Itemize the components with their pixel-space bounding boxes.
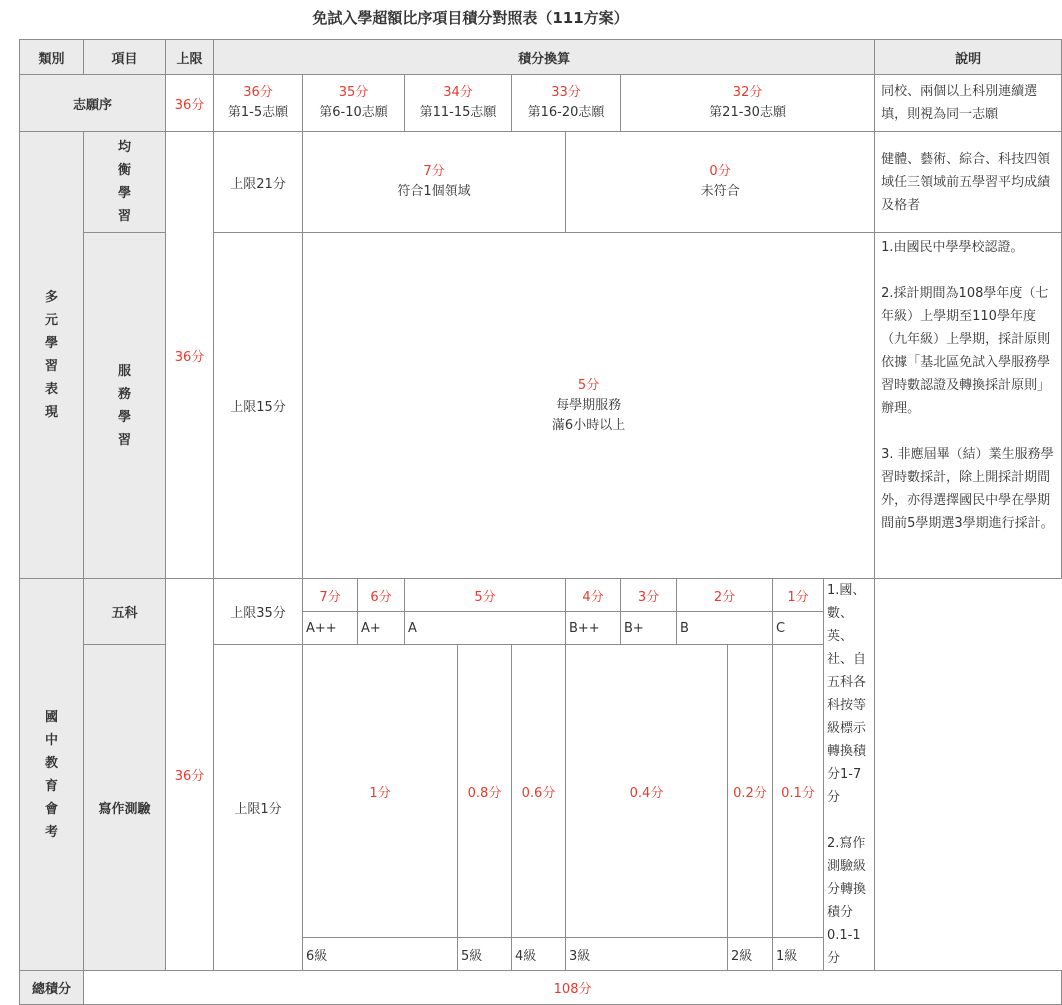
service-points: 5分: [577, 377, 600, 393]
service-label-2: 滿6小時以上: [551, 417, 626, 433]
subject-grade: B+: [621, 612, 677, 645]
service-item: 服務學習: [84, 233, 166, 579]
writing-level: 4級: [512, 938, 566, 971]
balance-row: [20, 132, 1062, 233]
writing-level: 3級: [566, 938, 728, 971]
balance-item: 均衡學習: [84, 132, 166, 233]
balance-option: [566, 132, 875, 233]
subject-points: 7分: [303, 579, 358, 612]
volunteer-range: 第1-5志願: [227, 105, 289, 120]
subject-points: 5分: [405, 579, 566, 612]
page-title: 免試入學超額比序項目積分對照表（111方案）: [312, 9, 629, 27]
service-desc-2: 2.採計期間為108學年度（七年級）上學期至110學年度（九年級）上學期，採計原則 依據「基北區免試入學服務學習時數認證及轉換採計原則」辦理。: [881, 286, 1055, 416]
writing-points: 0.6分: [512, 645, 566, 938]
writing-points: 0.1分: [773, 645, 824, 938]
volunteer-range: 第11-15志願: [419, 105, 497, 120]
score-table: [19, 39, 1062, 1005]
total-row: [20, 971, 1062, 1005]
subject-grade: C: [773, 612, 824, 645]
balance-label: 符合1個領域: [397, 184, 471, 199]
exam-limit: 36分: [166, 579, 214, 971]
exam-desc-1: 1.國、數、英、社、自五科各科按等級標示轉換積分1-7分: [827, 583, 867, 805]
service-label-1: 每學期服務: [556, 397, 622, 413]
service-cap: 上限15分: [214, 233, 303, 579]
subject-grade: A++: [303, 612, 358, 645]
exam-desc: [824, 579, 875, 971]
exam-category: 國中教育會考: [20, 579, 84, 971]
volunteer-option: [405, 75, 512, 132]
balance-points: 7分: [423, 164, 445, 179]
volunteer-category: 志願序: [20, 75, 166, 132]
volunteer-option: [303, 75, 405, 132]
volunteer-range: 第6-10志願: [319, 105, 388, 120]
subject-points: 4分: [566, 579, 621, 612]
subject-points: 3分: [621, 579, 677, 612]
writing-level: 5級: [458, 938, 512, 971]
writing-points: 0.2分: [728, 645, 773, 938]
writing-level: 6級: [303, 938, 458, 971]
subject-points: 2分: [677, 579, 773, 612]
balance-label: 未符合: [700, 184, 740, 199]
subject-grade: A+: [358, 612, 405, 645]
volunteer-points: 35分: [338, 85, 369, 100]
volunteer-range: 第16-20志願: [527, 105, 605, 120]
volunteer-option: [214, 75, 303, 132]
writing-item: 寫作測驗: [84, 645, 166, 971]
diverse-limit: 36分: [166, 132, 214, 579]
writing-points: 1分: [303, 645, 458, 938]
exam-desc-2: 2.寫作測驗級分轉換積分0.1-1分: [827, 836, 867, 966]
volunteer-option: [621, 75, 875, 132]
subjects-item: 五科: [84, 579, 166, 645]
service-desc: [875, 233, 1062, 579]
writing-level: 2級: [728, 938, 773, 971]
subject-grade: A: [405, 612, 566, 645]
diverse-category: 多元學習表現: [20, 132, 84, 579]
total-label: 總積分: [20, 971, 84, 1005]
volunteer-desc: 同校、兩個以上科別連續選填，則視為同一志願: [875, 75, 1062, 132]
volunteer-limit: 36分: [166, 75, 214, 132]
header-item: 項目: [84, 40, 166, 75]
writing-cap: 上限1分: [214, 645, 303, 971]
writing-points: 0.4分: [566, 645, 728, 938]
subject-points: 6分: [358, 579, 405, 612]
total-value: 108分: [84, 971, 1062, 1005]
volunteer-option: [512, 75, 621, 132]
subjects-cap: 上限35分: [214, 579, 303, 645]
subject-grade: B++: [566, 612, 621, 645]
service-option: [303, 233, 875, 579]
balance-cap: 上限21分: [214, 132, 303, 233]
header-calc: 積分換算: [214, 40, 875, 75]
service-desc-3: 3. 非應屆畢（結）業生服務學習時數採計，除上開採計期間外，亦得選擇國民中學在學期間前5學期選3學期進行採計。: [881, 447, 1054, 531]
volunteer-points: 34分: [443, 85, 473, 100]
header-desc: 說明: [875, 40, 1062, 75]
writing-points: 0.8分: [458, 645, 512, 938]
subject-grade: B: [677, 612, 773, 645]
header-category: 類別: [20, 40, 84, 75]
balance-option: [303, 132, 566, 233]
header-limit: 上限: [166, 40, 214, 75]
balance-points: 0分: [709, 164, 731, 179]
service-desc-1: 1.由國民中學學校認證。: [881, 240, 1024, 255]
subjects-points-row: [20, 579, 1062, 612]
balance-desc: 健體、藝術、綜合、科技四領域任三領域前五學習平均成績及格者: [875, 132, 1062, 233]
volunteer-points: 32分: [732, 85, 763, 100]
volunteer-range: 第21-30志願: [709, 105, 786, 120]
writing-level: 1級: [773, 938, 824, 971]
volunteer-points: 36分: [243, 85, 273, 100]
volunteer-points: 33分: [551, 85, 581, 100]
subject-points: 1分: [773, 579, 824, 612]
volunteer-row: [20, 75, 1062, 132]
